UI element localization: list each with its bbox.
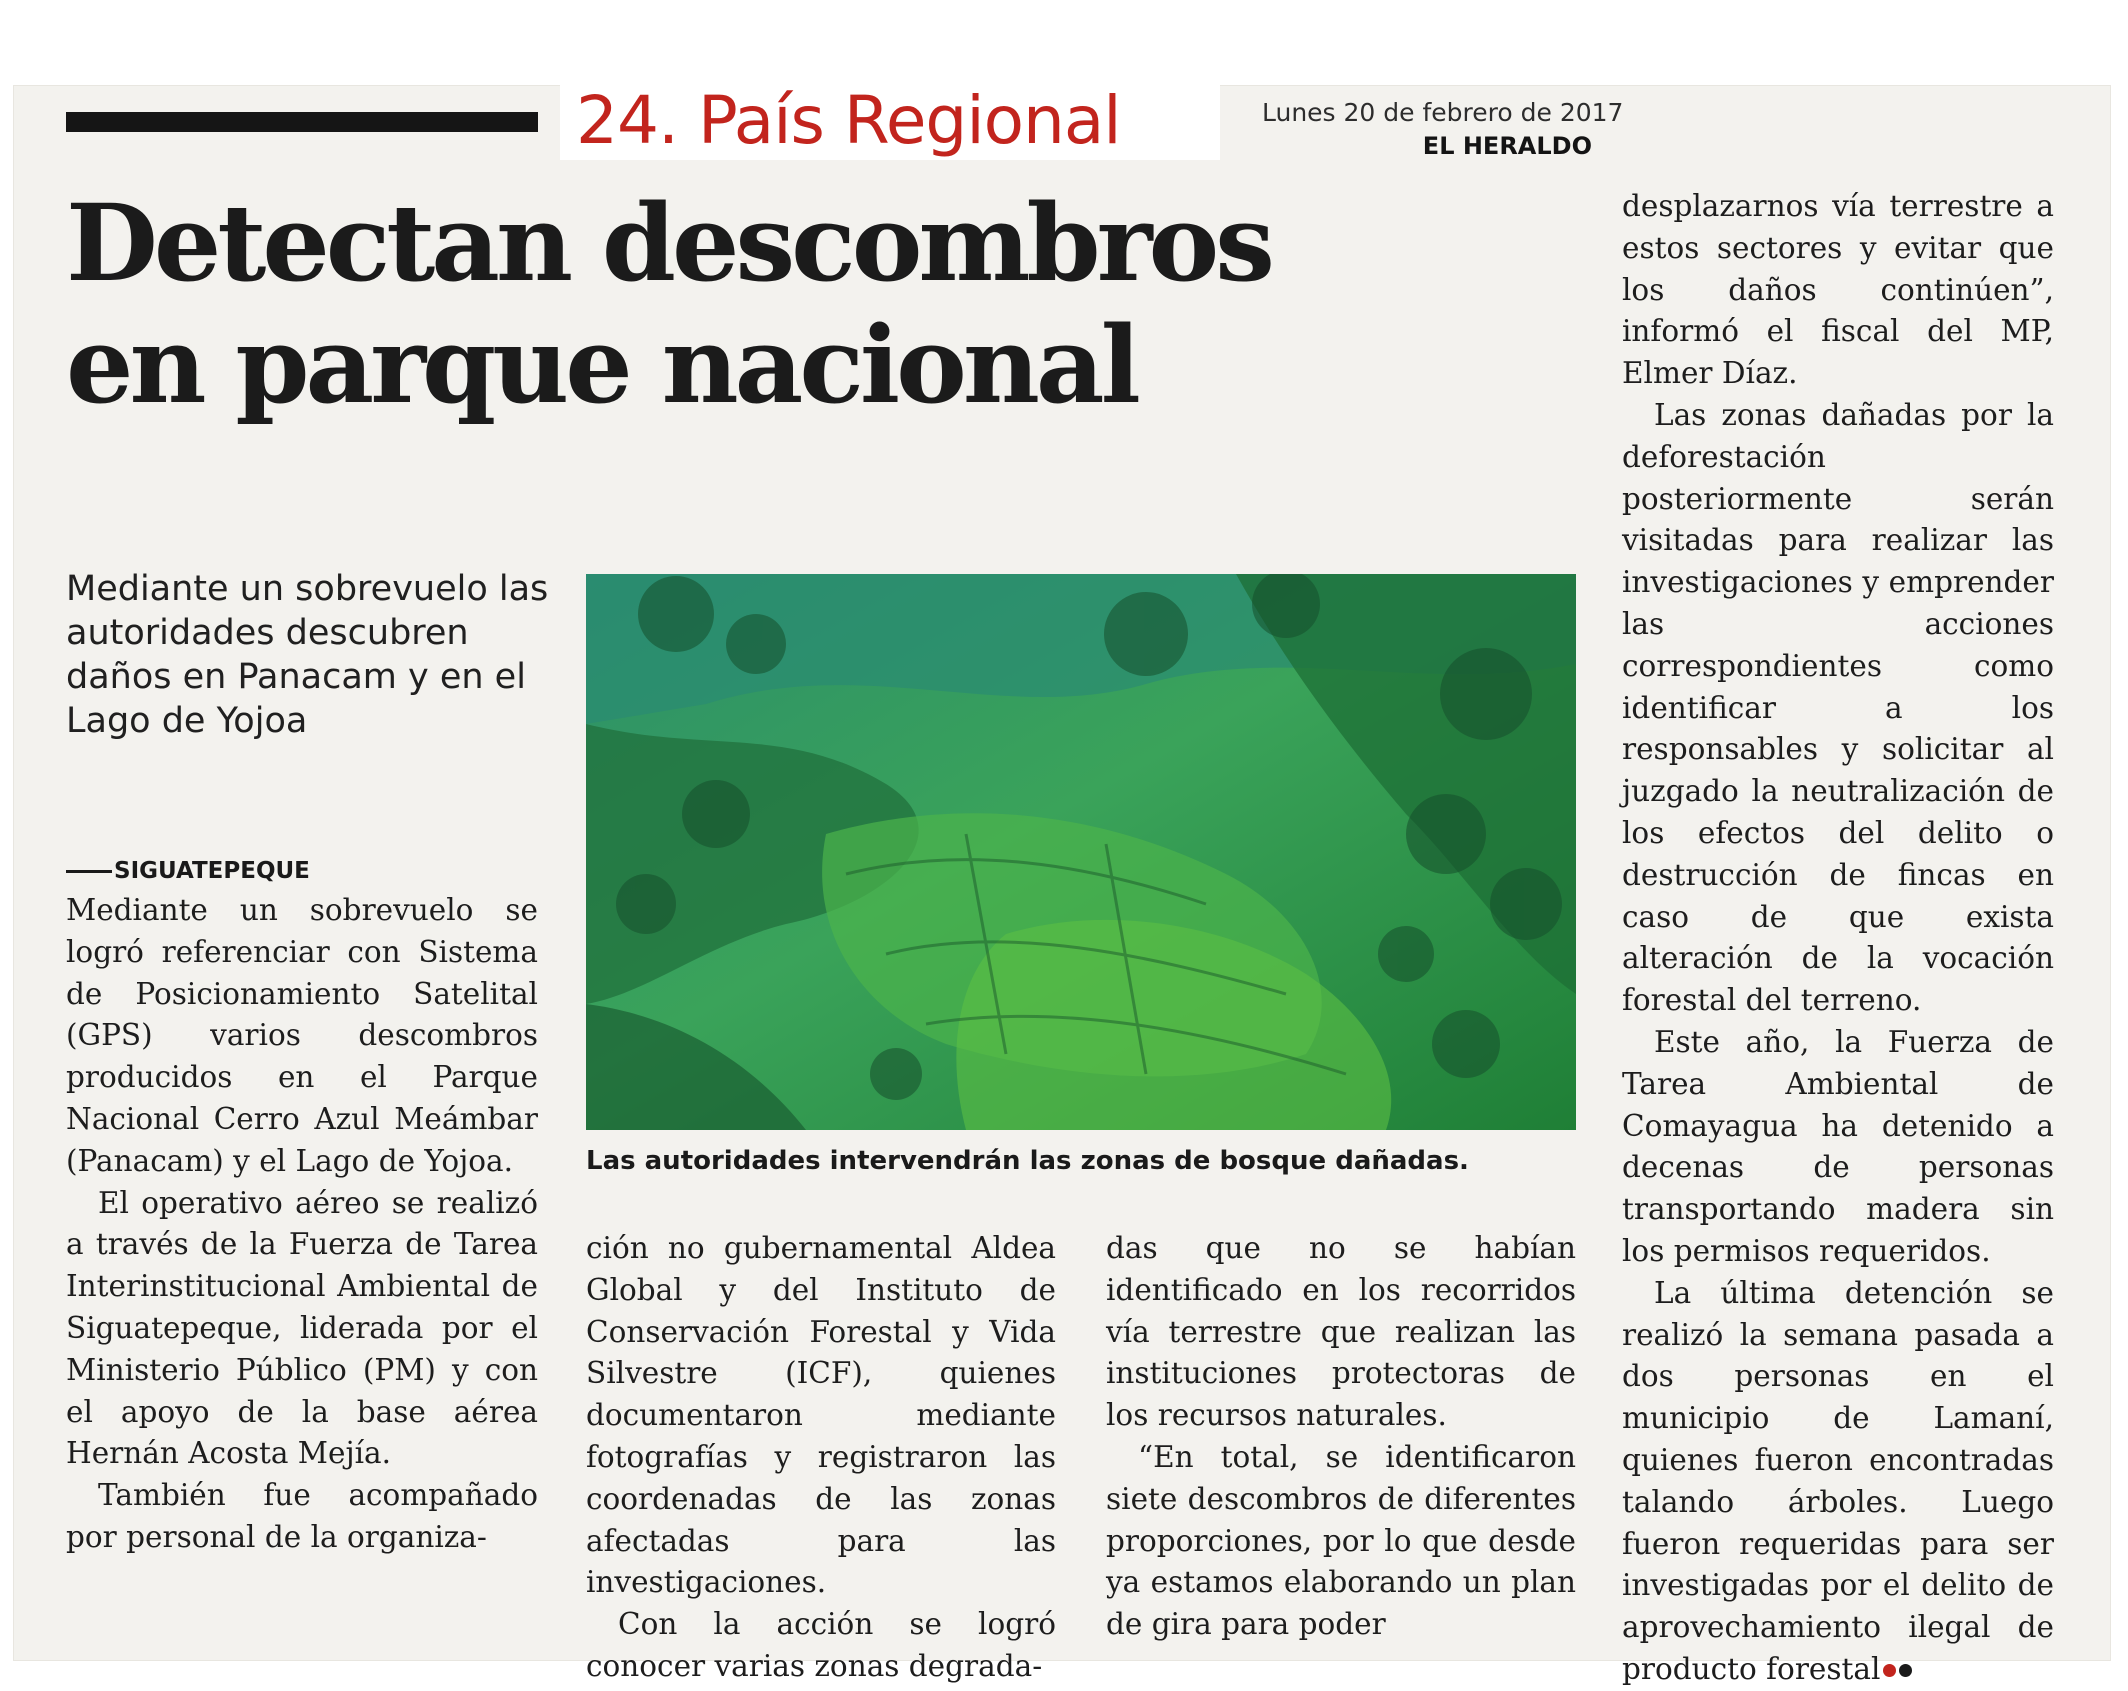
end-mark-dark-icon — [1899, 1664, 1912, 1677]
section-rule — [66, 112, 538, 132]
body-column-3 — [1106, 1228, 1576, 1646]
body-paragraph: Con la acción se logró conocer varias zonas degrada- — [586, 1607, 1056, 1683]
body-column-1 — [66, 890, 538, 1559]
body-paragraph: ción no gubernamental Aldea Global y del Instituto de Conservación Forestal y Vida Silvestre (ICF), quienes documentaron mediante fotografías y registraron las coordenadas de las zonas afectadas para las investigaciones. — [586, 1231, 1056, 1600]
body-column-4 — [1622, 186, 2054, 1691]
body-paragraph: Este año, la Fuerza de Tarea Ambiental de Comayagua ha detenido a decenas de personas transportando madera sin los permisos requeridos. — [1622, 1024, 2054, 1268]
body-paragraph: das que no se habían identificado en los recorridos vía terrestre que realizan las instituciones protectoras de los recursos naturales. — [1106, 1231, 1576, 1433]
article-deck: Mediante un sobrevuelo las autoridades descubren daños en Panacam y en el Lago de Yojoa — [66, 569, 549, 741]
dateline-text: SIGUATEPEQUE — [114, 858, 310, 884]
headline-line-1: Detectan descombros — [66, 180, 1271, 305]
dateline — [66, 858, 310, 884]
body-paragraph: El operativo aéreo se realizó a través de la Fuerza de Tarea Interinstitucional Ambiental de Siguatepeque, liderada por el Ministerio Público (PM) y con el apoyo de la base aérea Hernán Acosta Mejía. — [66, 1185, 538, 1471]
article-headline — [66, 182, 1606, 426]
photo-caption: Las autoridades intervendrán las zonas de bosque dañadas. — [586, 1146, 1469, 1176]
body-paragraph — [1622, 1273, 2054, 1691]
forest-photo-illustration — [586, 574, 1576, 1130]
body-paragraph: También fue acompañado por personal de la organiza- — [66, 1478, 538, 1554]
body-paragraph: desplazarnos vía terrestre a estos sectores y evitar que los daños continúen”, informó el fiscal del MP, Elmer Díaz. — [1622, 189, 2054, 391]
aerial-forest-photo — [586, 574, 1576, 1130]
body-paragraph: “En total, se identificaron siete descombros de diferentes proporciones, por lo que desde ya estamos elaborando un plan de gira para poder — [1106, 1439, 1576, 1642]
body-paragraph: Las zonas dañadas por la deforestación posteriormente serán visitadas para realizar las investigaciones y emprender las acciones correspondientes como identificar a los responsables y solicitar al juzgado la neutralización de los efectos del delito o destrucción de fincas en caso de que exista alteración de la vocación forestal del terreno. — [1622, 397, 2054, 1018]
issue-date: Lunes 20 de febrero de 2017 — [1262, 98, 1624, 127]
body-paragraph: Mediante un sobrevuelo se logró referenciar con Sistema de Posicionamiento Satelital (GPS) varios descombros producidos en el Parque Nacional Cerro Azul Meámbar (Panacam) y el Lago de Yojoa. — [66, 893, 538, 1178]
end-mark-red-icon — [1883, 1664, 1896, 1677]
dateline-dash — [66, 870, 112, 873]
body-column-2 — [586, 1228, 1056, 1688]
newspaper-name: EL HERALDO — [1422, 132, 1592, 160]
section-title: 24. País Regional — [576, 82, 1121, 159]
headline-line-2: en parque nacional — [66, 302, 1137, 427]
final-paragraph-text: La última detención se realizó la semana pasada a dos personas en el municipio de Lamaní, quienes fueron encontradas talando árboles. Luego fueron requeridas para ser investigadas por el delito de aprovechamiento ilegal de producto forestal — [1622, 1275, 2054, 1686]
